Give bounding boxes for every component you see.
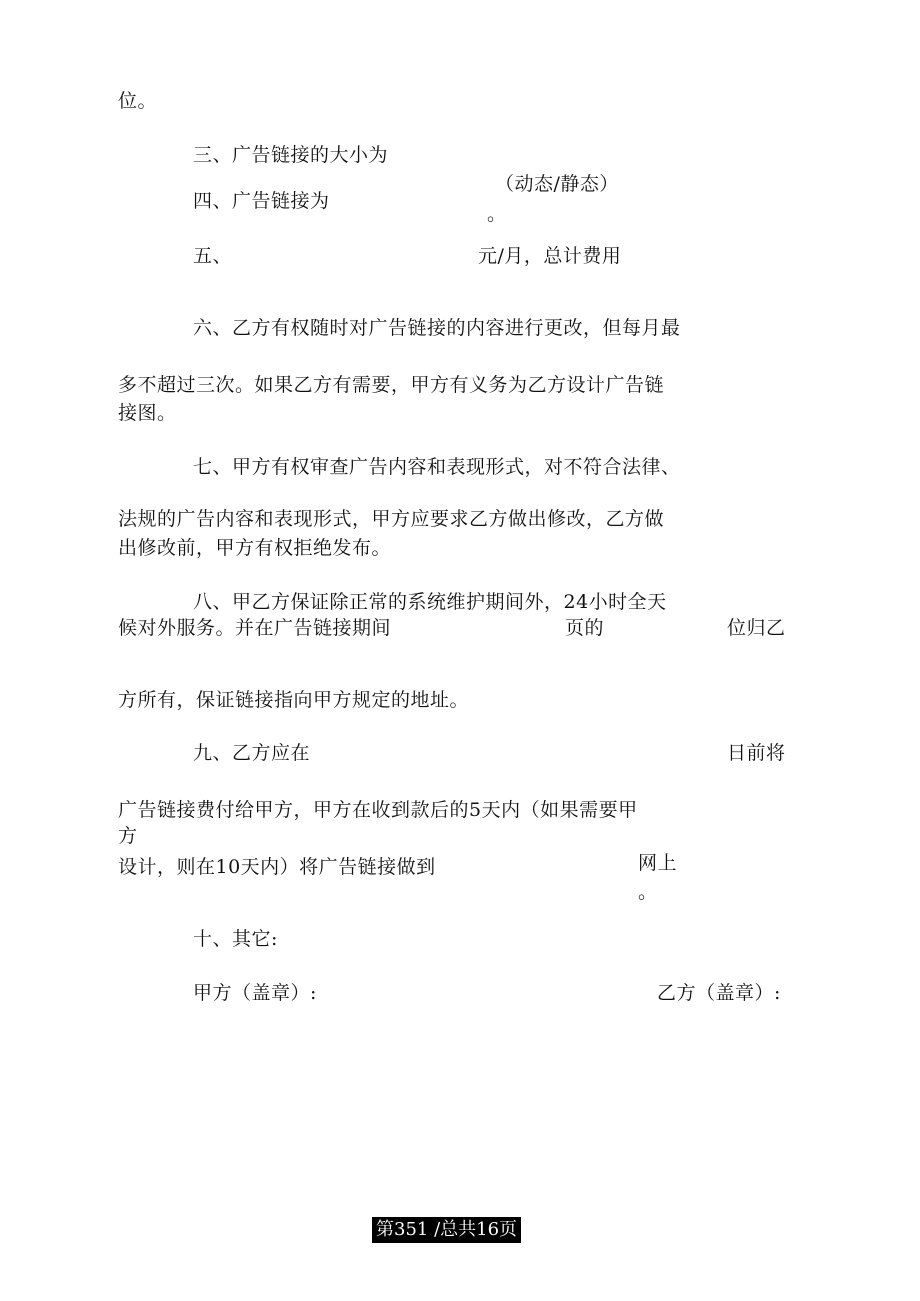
text-line: 方 (118, 825, 138, 847)
clause-8: 八、甲乙方保证除正常的系统维护期间外，24小时全天 (193, 591, 667, 613)
text-fragment: 元/月，总计费用 (478, 245, 622, 267)
text-line: 候对外服务。并在广告链接期间 (118, 617, 392, 639)
clause-7: 七、甲方有权审查广告内容和表现形式，对不符合法律、 (193, 456, 681, 478)
clause-4: 四、广告链接为 (193, 190, 330, 212)
text-line: 设计，则在10天内）将广告链接做到 (118, 856, 436, 878)
clause-10: 十、其它: (193, 928, 278, 950)
text-line: 出修改前，甲方有权拒绝发布。 (118, 537, 392, 559)
text-fragment: 日前将 (727, 742, 786, 764)
clause-6: 六、乙方有权随时对广告链接的内容进行更改，但每月最 (193, 317, 681, 339)
clause-3: 三、广告链接的大小为 (193, 144, 389, 166)
text-line: 接图。 (118, 402, 177, 424)
clause-5: 五、 (193, 245, 233, 267)
party-b-seal: 乙方（盖章）: (657, 982, 781, 1004)
text-line: 多不超过三次。如果乙方有需要，甲方有义务为乙方设计广告链 (118, 374, 665, 396)
text-line: 广告链接费付给甲方，甲方在收到款后的5天内（如果需要甲 (118, 799, 638, 821)
text-fragment: （动态/静态） (495, 173, 619, 195)
text-fragment: 页的 (565, 617, 605, 639)
page-number: 第351 /总共16页 (372, 1217, 521, 1243)
party-a-seal: 甲方（盖章）: (193, 982, 317, 1004)
text-line: 位。 (118, 90, 158, 112)
clause-9: 九、乙方应在 (193, 742, 311, 764)
text-line: 法规的广告内容和表现形式，甲方应要求乙方做出修改，乙方做 (118, 508, 665, 530)
text-fragment: 。 (487, 203, 507, 225)
text-fragment: 位归乙 (727, 617, 786, 639)
text-fragment: 。 (638, 881, 658, 903)
text-line: 方所有，保证链接指向甲方规定的地址。 (118, 689, 470, 711)
text-fragment: 网上 (638, 852, 678, 874)
